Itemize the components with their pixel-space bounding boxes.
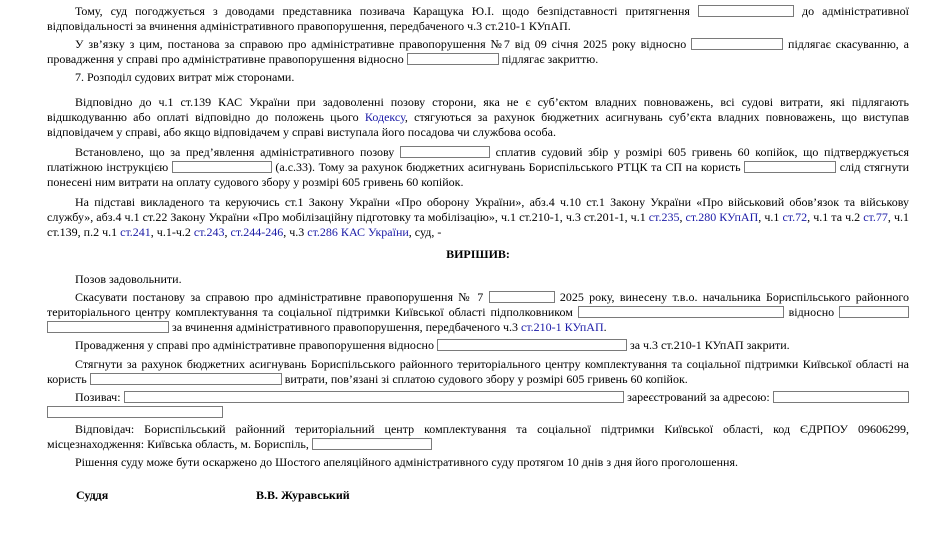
signature-label: Суддя	[76, 488, 109, 502]
decision-item-annul: Скасувати постанову за справою про адміністративне правопорушення № 7 2025 року, винесену т.в.о. начальника Бориспільського районного територіального центру комплектування та соціальної підтримки Київської області підполковником відносно за вчинення адміністративного правопорушення, передбаченого ч.3 ст.210-1 КУпАП.	[47, 290, 909, 334]
decision-item-plaintiff: Позивач: зареєстрований за адресою:	[47, 390, 909, 420]
paragraph-legal-basis: На підставі викладеного та керуючись ст.1 Закону України «Про оборону України», абз.4 ч.10 ст.1 Закону України «Про військовий обов’язок та військову службу», абз.4 ч.1 ст.22 Закону України «Про мобілізаційну підготовку та мобілізацію», ч.1 ст.210-1, ч.3 ст.201-1, ч.1 ст.235, ст.280 КУпАП, ч.1 ст.72, ч.1 та ч.2 ст.77, ч.1 ст.139, п.2 ч.1 ст.241, ч.1-ч.2 ст.243, ст.244-246, ч.3 ст.286 КАС України, суд, -	[47, 195, 909, 239]
link-article-244-246[interactable]: ст.244-246	[230, 225, 284, 239]
decision-item-defendant: Відповідач: Бориспільський районний територіальний центр комплектування та соціальної підтримки Київської області, код ЄДРПОУ 09606299, місцезнаходження: Київська область, м. Бориспіль,	[47, 422, 909, 451]
section-heading-costs: 7. Розподіл судових витрат між сторонами.	[75, 70, 295, 84]
decision-item-satisfy: Позов задовольнити.	[75, 272, 182, 286]
paragraph-annulment: У зв’язку з цим, постанова за справою про адміністративне правопорушення №7 від 09 січня 2025 року відносно підлягає скасуванню, а провадження у справі про адміністративне правопорушення відносно підлягає закриттю.	[47, 37, 910, 66]
decision-item-close: Провадження у справі про адміністративне правопорушення відносно за ч.3 ст.210-1 КУпАП закрити.	[75, 338, 790, 352]
redacted-field	[437, 339, 627, 351]
decision-heading: ВИРІШИВ:	[446, 247, 510, 261]
link-article-280[interactable]: ст.280 КУпАП	[685, 210, 759, 224]
decision-item-recover: Стягнути за рахунок бюджетних асигнувань Бориспільського районного територіального центру комплектування та соціальної підтримки Київської області на користь витрати, пов’язані зі сплатою судового збору у розмірі 605 гривень 60 копійок.	[47, 357, 909, 386]
link-article-72[interactable]: ст.72	[782, 210, 808, 224]
redacted-field	[172, 161, 272, 173]
link-article-243[interactable]: ст.243	[193, 225, 225, 239]
redacted-field	[124, 391, 624, 403]
redacted-field	[47, 321, 169, 333]
link-article-77[interactable]: ст.77	[863, 210, 888, 224]
redacted-field	[407, 53, 499, 65]
judge-name: В.В. Журавський	[256, 488, 350, 502]
paragraph-costs-law: Відповідно до ч.1 ст.139 КАС України при задоволенні позову сторони, яка не є суб’єктом владних повноважень, всі судові витрати, які підлягають відшкодуванню або оплаті відповідно до положень цього Кодексу, стягуються за рахунок бюджетних асигнувань суб’єкта владних повноважень, що виступав відповідачем у справі, або якщо відповідачем у справі виступала його посадова чи службова особа.	[47, 95, 910, 139]
redacted-field	[698, 5, 794, 17]
redacted-field	[744, 161, 836, 173]
redacted-field	[400, 146, 490, 158]
redacted-field	[578, 306, 784, 318]
link-article-235[interactable]: ст.235	[648, 210, 680, 224]
link-article-210-1[interactable]: ст.210-1 КУпАП	[521, 320, 604, 334]
redacted-field	[90, 373, 282, 385]
link-article-241[interactable]: ст.241	[120, 225, 151, 239]
redacted-field	[839, 306, 909, 318]
paragraph-conclusion: Тому, суд погоджується з доводами представника позивача Каращука Ю.І. щодо безпідставності притягнення до адміністративної відповідальності за вчинення адміністративного правопорушення, передбаченого ч.3 ст.210-1 КУпАП.	[47, 4, 910, 33]
redacted-field	[691, 38, 783, 50]
redacted-field	[312, 438, 432, 450]
redacted-field	[489, 291, 555, 303]
decision-item-appeal: Рішення суду може бути оскаржено до Шостого апеляційного адміністративного суду протягом 10 днів з дня його проголошення.	[75, 455, 738, 469]
link-code[interactable]: Кодексу	[364, 110, 405, 124]
paragraph-court-fee: Встановлено, що за пред’явлення адміністративного позову сплатив судовий збір у розмірі 605 гривень 60 копійок, що підтверджується платіжною інструкцією (а.с.33). Тому за рахунок бюджетних асигнувань Бориспільського РТЦК та СП на користь слід стягнути понесені ним витрати на оплату судового збору у розмірі 605 гривень 60 копійок.	[47, 145, 910, 189]
redacted-field	[773, 391, 909, 403]
redacted-field	[47, 406, 223, 418]
link-article-286[interactable]: ст.286 КАС України	[307, 225, 409, 239]
